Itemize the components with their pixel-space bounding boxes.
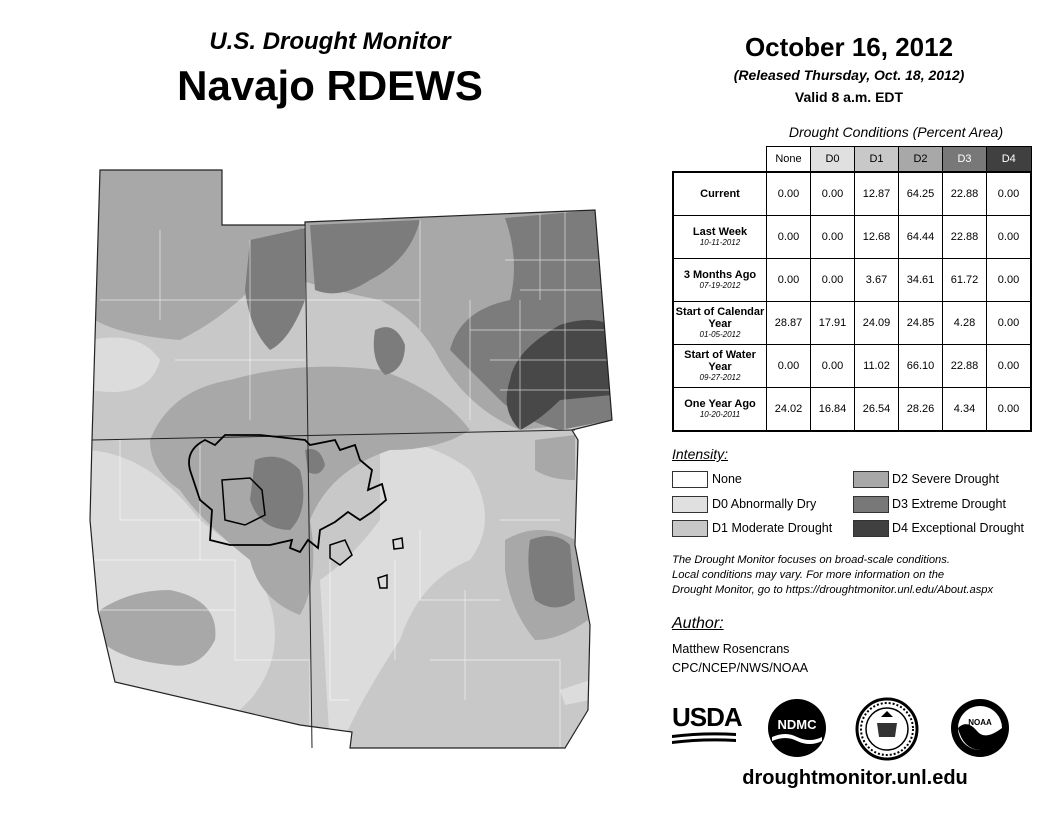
- table-cell: 22.88: [943, 216, 987, 259]
- disclaimer-note: [672, 553, 1052, 598]
- table-cell: 34.61: [899, 259, 943, 302]
- table-cell: 0.00: [811, 259, 855, 302]
- legend-swatch-d3: [853, 496, 889, 513]
- author-heading: Author:: [672, 615, 724, 632]
- legend-swatch-none: [672, 471, 708, 488]
- table-cell: 61.72: [943, 259, 987, 302]
- table-cell: 0.00: [987, 302, 1032, 345]
- row-label: One Year Ago 10-20-2011: [673, 388, 767, 432]
- map-subtitle: U.S. Drought Monitor: [209, 28, 451, 55]
- commerce-seal-logo: [855, 697, 919, 761]
- table-cell: 22.88: [943, 345, 987, 388]
- table-row: [673, 216, 1031, 259]
- table-cell: 0.00: [811, 216, 855, 259]
- table-cell: 11.02: [855, 345, 899, 388]
- map-date: October 16, 2012: [744, 32, 954, 62]
- row-date: 09-27-2012: [699, 373, 741, 382]
- table-cell: 28.87: [767, 302, 811, 345]
- table-cell: 26.54: [855, 388, 899, 432]
- legend-title: Intensity:: [672, 446, 729, 462]
- table-cell: 0.00: [811, 172, 855, 216]
- table-cell: 12.87: [855, 172, 899, 216]
- table-cell: 24.85: [899, 302, 943, 345]
- legend-label: None: [712, 472, 742, 486]
- row-date: 10-20-2011: [699, 410, 741, 419]
- row-label: Start of Water Year 09-27-2012: [673, 345, 767, 388]
- table-caption: Drought Conditions (Percent Area): [788, 124, 1004, 140]
- row-date: 10-11-2012: [699, 238, 741, 247]
- table-cell: 12.68: [855, 216, 899, 259]
- ndmc-logo: [766, 697, 828, 759]
- table-row: [673, 388, 1031, 432]
- legend-label: D2 Severe Drought: [892, 472, 1000, 486]
- table-cell: 0.00: [767, 259, 811, 302]
- note-line: Local conditions may vary. For more information on the: [672, 569, 945, 581]
- table-header-row: [673, 147, 1031, 173]
- table-cell: 17.91: [811, 302, 855, 345]
- table-cell: 28.26: [899, 388, 943, 432]
- table-cell: 64.44: [899, 216, 943, 259]
- legend-label: D1 Moderate Drought: [712, 521, 833, 535]
- column-header: D1: [855, 147, 899, 173]
- table-cell: 24.02: [767, 388, 811, 432]
- usda-logo-text: USDA: [672, 702, 742, 732]
- row-label: Last Week 10-11-2012: [673, 216, 767, 259]
- website-url[interactable]: droughtmonitor.unl.edu: [742, 767, 968, 789]
- column-header: D4: [987, 147, 1032, 173]
- drought-map: [88, 165, 628, 755]
- author-organization: CPC/NCEP/NWS/NOAA: [672, 661, 809, 675]
- table-cell: 0.00: [767, 172, 811, 216]
- d2-area: [535, 435, 575, 480]
- table-cell: 0.00: [987, 172, 1032, 216]
- noaa-logo: [949, 697, 1011, 759]
- note-line: Drought Monitor, go to https://droughtmonitor.unl.edu/About.aspx: [672, 584, 994, 596]
- table-cell: 4.34: [943, 388, 987, 432]
- noaa-logo-text: NOAA: [968, 718, 992, 727]
- row-date: 01-05-2012: [699, 330, 741, 339]
- row-label: Current: [673, 172, 767, 216]
- legend-swatch-d0: [672, 496, 708, 513]
- table-row: [673, 259, 1031, 302]
- table-row: [673, 302, 1031, 345]
- table-cell: 0.00: [987, 216, 1032, 259]
- table-cell: 0.00: [987, 388, 1032, 432]
- row-label: Start of Calendar Year 01-05-2012: [673, 302, 767, 345]
- valid-time: Valid 8 a.m. EDT: [794, 89, 904, 105]
- table-cell: 16.84: [811, 388, 855, 432]
- drought-conditions-table: [672, 146, 1032, 432]
- legend-label: D4 Exceptional Drought: [892, 521, 1025, 535]
- table-row: [673, 345, 1031, 388]
- usda-swoosh-icon: [672, 731, 736, 747]
- table-cell: 3.67: [855, 259, 899, 302]
- row-date: 07-19-2012: [699, 281, 741, 290]
- column-header: None: [767, 147, 811, 173]
- table-cell: 22.88: [943, 172, 987, 216]
- drought-areas: [88, 165, 628, 755]
- legend-swatch-d2: [853, 471, 889, 488]
- table-cell: 24.09: [855, 302, 899, 345]
- note-line: The Drought Monitor focuses on broad-scale conditions.: [672, 554, 950, 566]
- legend-swatch-d1: [672, 520, 708, 537]
- legend-swatch-d4: [853, 520, 889, 537]
- legend-label: D0 Abnormally Dry: [712, 497, 817, 511]
- table-cell: 0.00: [767, 216, 811, 259]
- usda-logo: [672, 702, 742, 749]
- table-cell: 0.00: [811, 345, 855, 388]
- legend-label: D3 Extreme Drought: [892, 497, 1006, 511]
- table-cell: 4.28: [943, 302, 987, 345]
- d3-area: [528, 536, 575, 608]
- column-header: D0: [811, 147, 855, 173]
- table-cell: 0.00: [767, 345, 811, 388]
- author-name: Matthew Rosencrans: [672, 642, 790, 656]
- ndmc-logo-text: NDMC: [777, 717, 817, 732]
- table-row: [673, 172, 1031, 216]
- release-date: (Released Thursday, Oct. 18, 2012): [733, 67, 965, 83]
- column-header: D3: [943, 147, 987, 173]
- table-cell: 0.00: [987, 345, 1032, 388]
- table-cell: 66.10: [899, 345, 943, 388]
- map-title: Navajo RDEWS: [177, 62, 483, 109]
- table-cell: 64.25: [899, 172, 943, 216]
- table-corner: [673, 147, 767, 173]
- row-label: 3 Months Ago 07-19-2012: [673, 259, 767, 302]
- table-cell: 0.00: [987, 259, 1032, 302]
- column-header: D2: [899, 147, 943, 173]
